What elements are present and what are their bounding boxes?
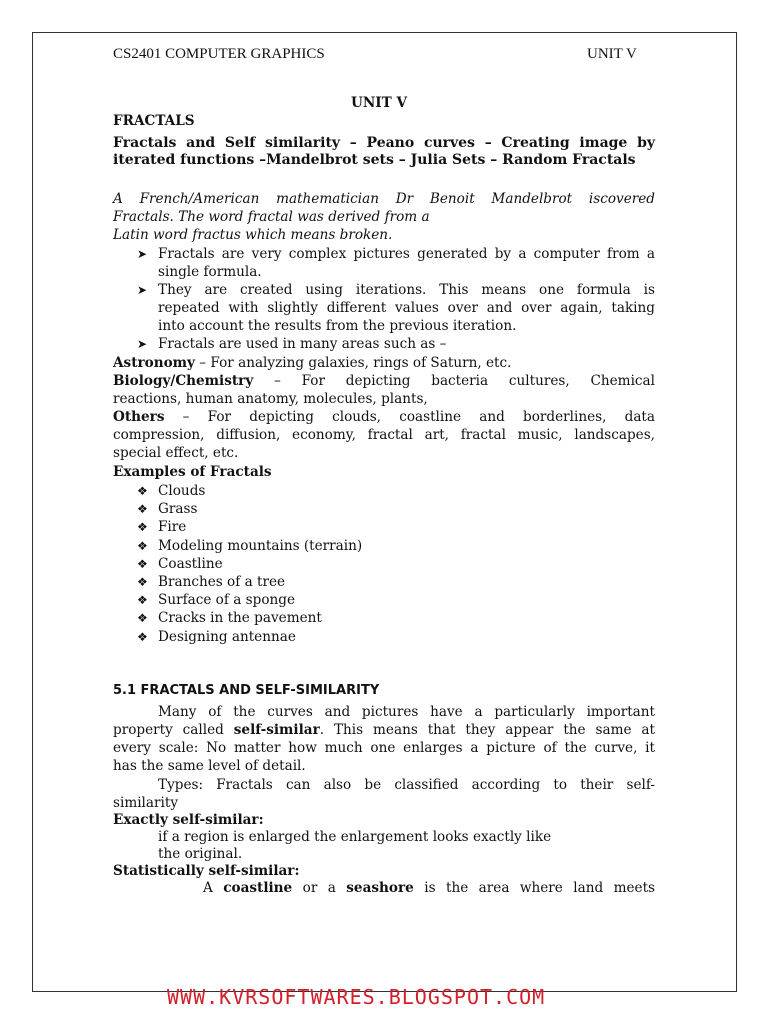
course-header: CS2401 COMPUTER GRAPHICS <box>113 46 325 62</box>
para-1-line-3: every scale: No matter how much one enlarges a picture of the curve, it <box>113 740 655 756</box>
examples-heading: Examples of Fractals <box>113 464 272 480</box>
types-line-2: similarity <box>113 795 179 811</box>
example-item: Surface of a sponge <box>158 592 296 609</box>
example-item: Clouds <box>158 483 206 499</box>
bullet-1-line-1: Fractals are very complex pictures generated by a computer from a <box>158 246 655 262</box>
topics-line-1: Fractals and Self similarity – Peano curves – Creating image by <box>113 135 655 151</box>
others-line-3: special effect, etc. <box>113 445 239 461</box>
bullet-3-line-1: Fractals are used in many areas such as – <box>158 336 447 352</box>
example-item: Fire <box>158 519 187 536</box>
diamond-bullet-icon: ❖ <box>137 484 148 498</box>
section-title: FRACTALS <box>113 113 195 129</box>
diamond-bullet-icon: ❖ <box>137 611 148 626</box>
exact-line-1: if a region is enlarged the enlargement looks exactly like <box>158 829 552 845</box>
exact-heading: Exactly self-similar: <box>113 812 264 828</box>
diamond-bullet-icon: ❖ <box>137 502 148 517</box>
exact-line-2: the original. <box>158 846 243 862</box>
footer-url: WWW.KVRSOFTWARES.BLOGSPOT.COM <box>167 985 546 1009</box>
arrow-bullet-icon: ➤ <box>137 247 148 261</box>
diamond-bullet-icon: ❖ <box>137 538 148 553</box>
example-item: Branches of a tree <box>158 574 286 590</box>
diamond-bullet-icon: ❖ <box>137 593 148 608</box>
arrow-bullet-icon: ➤ <box>137 337 148 351</box>
diamond-bullet-icon: ❖ <box>137 629 148 644</box>
stat-heading: Statistically self-similar: <box>113 863 300 879</box>
section-5-1-heading: 5.1 FRACTALS AND SELF-SIMILARITY <box>113 683 380 698</box>
diamond-bullet-icon: ❖ <box>137 520 148 535</box>
para-1-line-2: property called self-similar. This means that they appear the same at <box>113 722 655 738</box>
intro-line-2: Fractals. The word fractal was derived from a <box>113 209 430 225</box>
bullet-1-line-2: single formula. <box>158 264 262 280</box>
example-item: Modeling mountains (terrain) <box>158 537 363 554</box>
others-line-2: compression, diffusion, economy, fractal art, fractal music, landscapes, <box>113 427 655 443</box>
biology-line-1: Biology/Chemistry – For depicting bacteria cultures, Chemical <box>113 373 655 389</box>
unit-header: UNIT V <box>587 46 637 62</box>
biology-line-2: reactions, human anatomy, molecules, plants, <box>113 391 428 407</box>
intro-line-3: Latin word fractus which means broken. <box>113 227 393 243</box>
para-1-line-1: Many of the curves and pictures have a particularly important <box>158 704 655 720</box>
bullet-2-line-2: repeated with slightly different values over and over again, taking <box>158 300 655 316</box>
example-item: Designing antennae <box>158 628 296 645</box>
para-1-line-4: has the same level of detail. <box>113 758 306 774</box>
example-item: Grass <box>158 501 198 518</box>
others-line-1: Others – For depicting clouds, coastline and borderlines, data <box>113 409 655 425</box>
stat-line-1: A coastline or a seashore is the area where land meets <box>203 880 656 896</box>
types-line-1: Types: Fractals can also be classified according to their self- <box>158 777 655 793</box>
diamond-bullet-icon: ❖ <box>137 575 148 589</box>
bullet-2-line-3: into account the results from the previous iteration. <box>158 318 517 334</box>
topics-line-2: iterated functions –Mandelbrot sets – Julia Sets – Random Fractals <box>113 152 636 168</box>
astronomy-line: Astronomy – For analyzing galaxies, rings of Saturn, etc. <box>113 355 512 371</box>
bullet-2-line-1: They are created using iterations. This means one formula is <box>158 282 655 298</box>
example-item: Coastline <box>158 555 223 572</box>
example-item: Cracks in the pavement <box>158 610 322 627</box>
diamond-bullet-icon: ❖ <box>137 556 148 571</box>
unit-title: UNIT V <box>351 95 408 111</box>
arrow-bullet-icon: ➤ <box>137 283 148 297</box>
intro-line-1: A French/American mathematician Dr Benoit Mandelbrot iscovered <box>113 191 655 207</box>
